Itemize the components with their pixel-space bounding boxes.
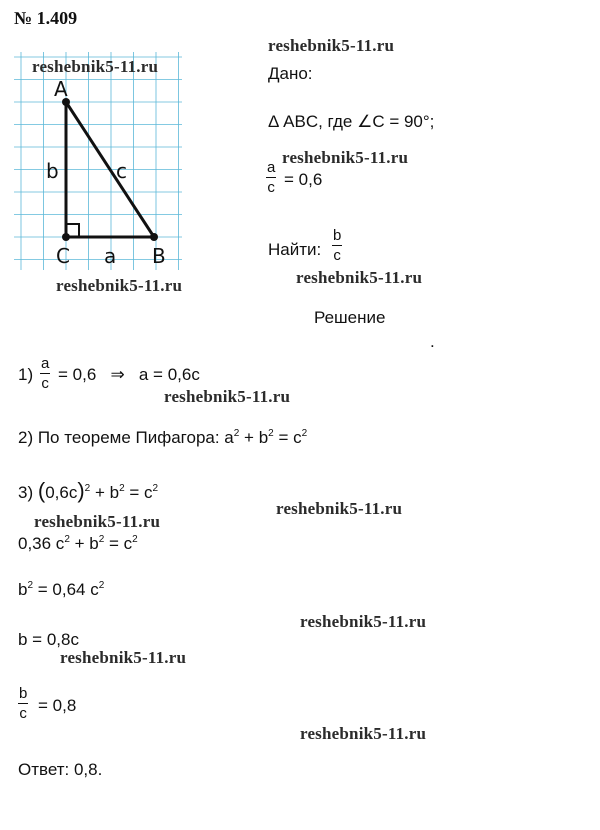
- exponent: 2: [233, 428, 240, 439]
- step3-inner: 0,6c: [45, 483, 78, 502]
- vertex-b-dot: [150, 233, 158, 241]
- step2-line: [18, 428, 307, 448]
- fraction-denominator: c: [41, 375, 49, 392]
- given-heading: Дано:: [268, 64, 313, 83]
- find-fraction: [332, 228, 342, 263]
- exponent: 2: [132, 534, 138, 545]
- step2-c-term: = c: [273, 428, 302, 447]
- step3-line: [18, 478, 158, 504]
- side-b-label: b: [46, 159, 59, 183]
- given-condition: Δ ABC, где ∠C = 90°;: [268, 112, 435, 131]
- watermark: reshebnik5-11.ru: [300, 612, 427, 631]
- watermark: reshebnik5-11.ru: [296, 268, 423, 287]
- line6: b = 0,8c: [18, 630, 79, 649]
- watermark: reshebnik5-11.ru: [282, 148, 409, 167]
- step3-c-term: = c: [124, 483, 153, 502]
- watermark: reshebnik5-11.ru: [276, 499, 403, 518]
- given-ratio-value: = 0,6: [284, 170, 323, 189]
- vertex-b-label: B: [152, 244, 166, 268]
- watermark: reshebnik5-11.ru: [60, 648, 187, 667]
- fraction-numerator: a: [41, 355, 50, 372]
- exponent: 2: [98, 534, 105, 545]
- final-value: = 0,8: [38, 696, 77, 715]
- watermark: reshebnik5-11.ru: [32, 57, 159, 76]
- solution-heading: Решение: [314, 308, 386, 327]
- right-paren: ): [77, 478, 85, 503]
- watermark: reshebnik5-11.ru: [34, 512, 161, 531]
- fraction-numerator: b: [19, 685, 28, 702]
- line4-c: = c: [104, 534, 133, 553]
- step1-fraction: [40, 356, 50, 391]
- line4-a: 0,36 c: [18, 534, 65, 553]
- vertex-c-dot: [62, 233, 70, 241]
- given-ratio-fraction: [266, 160, 276, 195]
- line4-b: + b: [69, 534, 99, 553]
- stray-dot: .: [430, 332, 435, 351]
- final-fraction: [18, 686, 28, 721]
- watermark: reshebnik5-11.ru: [164, 387, 291, 406]
- watermark: reshebnik5-11.ru: [268, 36, 395, 55]
- step1-prefix: 1): [18, 365, 34, 384]
- step3-b-term: + b: [90, 483, 120, 502]
- exponent: 2: [84, 483, 91, 494]
- fraction-numerator: a: [267, 159, 276, 176]
- exponent: 2: [119, 483, 125, 494]
- problem-number: № 1.409: [14, 8, 78, 28]
- exponent: 2: [301, 428, 308, 439]
- step1-rest: = 0,6 ⇒ a = 0,6c: [58, 365, 200, 384]
- exponent: 2: [98, 580, 105, 591]
- fraction-denominator: c: [267, 179, 275, 196]
- side-c-label: c: [116, 159, 127, 183]
- line5: [18, 580, 104, 600]
- line5-b: = 0,64 c: [33, 580, 99, 599]
- exponent: 2: [27, 580, 34, 591]
- line5-a: b: [18, 580, 28, 599]
- fraction-denominator: c: [19, 705, 27, 722]
- exponent: 2: [268, 428, 274, 439]
- left-paren: (: [37, 478, 46, 503]
- step2-b-term: + b: [239, 428, 269, 447]
- watermark: reshebnik5-11.ru: [300, 724, 427, 743]
- exponent: 2: [152, 483, 159, 494]
- step3-prefix: 3): [18, 483, 34, 502]
- line4: [18, 534, 138, 554]
- fraction-numerator: b: [333, 227, 342, 244]
- triangle-figure: [14, 52, 182, 270]
- fraction-denominator: c: [333, 247, 341, 264]
- find-label: Найти:: [268, 240, 322, 259]
- vertex-a-label: A: [54, 77, 68, 101]
- step2-text: 2) По теореме Пифагора: a: [18, 428, 234, 447]
- vertex-c-label: C: [56, 244, 70, 268]
- side-a-label: a: [104, 244, 117, 268]
- exponent: 2: [64, 534, 70, 545]
- answer: Ответ: 0,8.: [18, 760, 103, 779]
- watermark: reshebnik5-11.ru: [56, 276, 183, 295]
